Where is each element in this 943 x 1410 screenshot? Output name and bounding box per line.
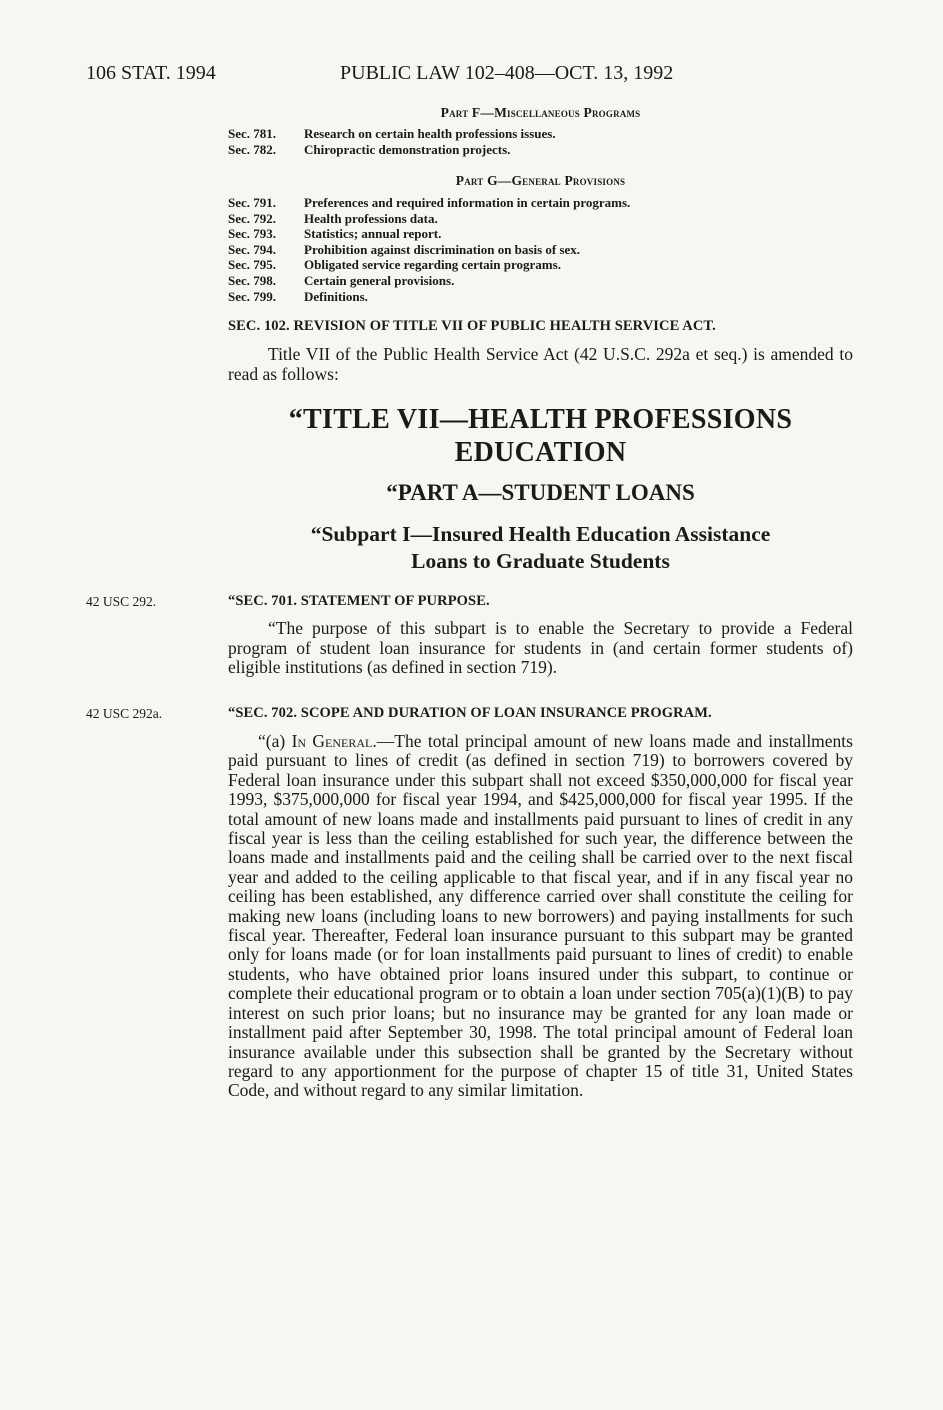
subsection-body: —The total principal amount of new loans made and installments paid pursuant to lines of credit (as defined in section 719) to borrowers covered by Federal loan insurance under this subpart shall not exceed $350,000,000 for fiscal year 1993, $375,000,000 for fiscal year 1994, and $425,000,000 for fiscal year 1995. If the total amount of new loans made and installments paid pursuant to lines of credit in any fiscal year is less than the ceiling established for such year, the difference between the loans made and installments paid and the ceiling shall be carried over to the next fiscal year and added to the ceiling applicable to that fiscal year, and if in any fiscal year no ceiling has been established, any difference carried over shall constitute the ceiling for making new loans (including loans to new borrowers) and paying installments for such fiscal year. Thereafter, Federal loan insurance pursuant to this subpart may be granted only for loans made (or for loan installments paid pursuant to lines of credit) to enable students, who have obtained prior loans insured under this subpart, to continue or complete their educational program or to obtain a loan under section 705(a)(1)(B) to pay interest on such prior loans; but no insurance may be granted for any loan made or installment paid after September 30, 1998. The total principal amount of Federal loan insurance available under this subsection shall be granted by the Secretary without regard to any apportionment for the purpose of chapter 15 of title 31, United States Code, and without regard to any similar limitation. <box>228 731 853 1101</box>
toc-item <box>228 273 853 289</box>
toc-item-text: Statistics; annual report. <box>304 226 442 242</box>
page-header <box>86 62 736 88</box>
title-vii-heading <box>228 403 853 469</box>
stat-page-number: 106 STAT. 1994 <box>86 62 216 84</box>
subpart-line-2: Loans to Graduate Students <box>411 549 670 573</box>
margin-note-292: 42 USC 292. <box>86 594 157 609</box>
toc-item-text: Preferences and required information in certain programs. <box>304 195 631 210</box>
toc-item <box>228 142 853 158</box>
toc-item-text: Certain general provisions. <box>304 272 455 288</box>
toc-item-number: Sec. 794. <box>228 241 277 257</box>
toc-item-text: Obligated service regarding certain programs. <box>304 257 561 273</box>
subsection-label: In General. <box>291 731 377 751</box>
toc-item-number: Sec. 781. <box>228 126 277 141</box>
toc-item <box>228 257 853 273</box>
sec-701-heading: “SEC. 701. STATEMENT OF PURPOSE. <box>228 593 490 609</box>
toc-item-number: Sec. 782. <box>228 141 277 157</box>
toc-item-text: Definitions. <box>304 288 368 304</box>
sec-701-text <box>228 619 853 678</box>
subpart-line-1: “Subpart I—Insured Health Education Assistance <box>310 522 771 546</box>
toc-item-number: Sec. 792. <box>228 210 277 226</box>
toc-item-number: Sec. 795. <box>228 257 277 273</box>
toc-item-number: Sec. 798. <box>228 272 277 288</box>
sec-102-heading: SEC. 102. REVISION OF TITLE VII OF PUBLIC HEALTH SERVICE ACT. <box>228 318 716 334</box>
toc-item-number: Sec. 793. <box>228 226 277 242</box>
title-line-1: “TITLE VII—HEALTH PROFESSIONS <box>288 404 793 435</box>
title-line-2: EDUCATION <box>454 437 627 468</box>
subsection-prefix: “(a) <box>258 731 292 751</box>
sec-702-subsection-a <box>228 732 853 1101</box>
toc-item-text: Prohibition against discrimination on basis of sex. <box>304 241 581 257</box>
toc-item <box>228 289 853 305</box>
toc-item <box>228 126 853 142</box>
sec-701-body: “The purpose of this subpart is to enable the Secretary to provide a Federal program of student loan insurance for students in (and certain former students of) eligible institutions (as defined in section 719). <box>228 618 853 678</box>
toc-item <box>228 242 853 258</box>
toc-item-text: Health professions data. <box>304 210 438 226</box>
toc-item-number: Sec. 791. <box>228 195 277 210</box>
sec-102-text <box>228 345 853 384</box>
toc-item <box>228 211 853 227</box>
subpart-i-heading <box>228 521 853 575</box>
toc-item-text: Research on certain health professions issues. <box>304 126 556 141</box>
part-a-heading: “PART A—STUDENT LOANS <box>386 480 695 505</box>
part-f-heading: Part F—Miscellaneous Programs <box>440 105 641 120</box>
toc-item-text: Chiropractic demonstration projects. <box>304 141 511 157</box>
sec-102-body: Title VII of the Public Health Service Act (42 U.S.C. 292a et seq.) is amended to read as follows: <box>228 344 853 384</box>
toc-item <box>228 226 853 242</box>
toc-part-f <box>228 126 853 157</box>
public-law-citation: PUBLIC LAW 102–408—OCT. 13, 1992 <box>340 62 674 84</box>
part-g-heading: Part G—General Provisions <box>455 173 626 188</box>
margin-note-292a: 42 USC 292a. <box>86 706 163 721</box>
toc-part-g <box>228 195 853 304</box>
toc-item <box>228 195 853 211</box>
toc-item-number: Sec. 799. <box>228 288 277 304</box>
sec-702-heading: “SEC. 702. SCOPE AND DURATION OF LOAN INSURANCE PROGRAM. <box>228 705 712 721</box>
